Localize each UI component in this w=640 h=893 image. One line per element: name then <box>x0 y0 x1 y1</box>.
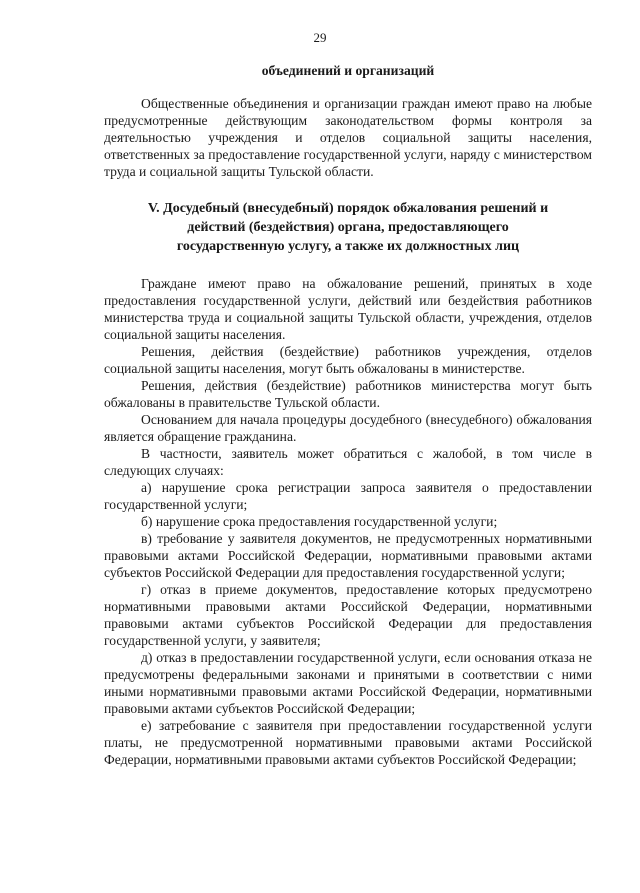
intro-paragraph: Общественные объединения и организации граждан имеют право на любые предусмотренные действующим законодательством формы контроля за деятельностью учреждения и отделов социальной защиты населения, ответственных за предоставление государственной услуги, наряду с министерством труда и социальной защиты Тульской области. <box>104 96 592 179</box>
section-heading <box>104 199 592 256</box>
paragraph-basis: Основанием для начала процедуры досудебного (внесудебного) обжалования является обращение гражданина. <box>104 412 592 444</box>
list-item-d: д) отказ в предоставлении государственной услуги, если основания отказа не предусмотрены федеральными законами и принятыми в соответствии с ними иными нормативными правовыми актами Российской Федерации, нормативными правовыми актами субъектов Российской Федерации; <box>104 650 592 716</box>
list-item-b: б) нарушение срока предоставления государственной услуги; <box>141 514 498 529</box>
page-number: 29 <box>313 30 327 45</box>
paragraph-appeal-ministry: Решения, действия (бездействие) работников учреждения, отделов социальной защиты населения, могут быть обжалованы в министерстве. <box>104 344 592 376</box>
paragraph-right-to-appeal: Граждане имеют право на обжалование решений, принятых в ходе предоставления государственной услуги, действий или бездействия работников министерства труда и социальной защиты Тульской области, учреждения, отделов социальной защиты населения. <box>104 276 592 342</box>
list-item-a: а) нарушение срока регистрации запроса заявителя о предоставлении государственной услуги; <box>104 480 592 512</box>
section-heading-line: действий (бездействия) органа, предоставляющего <box>187 220 509 235</box>
section-heading-line: государственную услугу, а также их должностных лиц <box>176 239 520 254</box>
list-item-g: г) отказ в приеме документов, предоставление которых предусмотрено нормативными правовыми актами Российской Федерации, нормативными правовыми актами субъектов Российской Федерации для предоставления государственной услуги, у заявителя; <box>104 582 592 648</box>
paragraph-appeal-government: Решения, действия (бездействие) работников министерства могут быть обжалованы в правительстве Тульской области. <box>104 378 592 410</box>
continued-heading: объединений и организаций <box>261 63 435 78</box>
section-heading-line: V. Досудебный (внесудебный) порядок обжалования решений и <box>147 201 549 216</box>
page-content <box>104 62 592 768</box>
list-item-e: е) затребование с заявителя при предоставлении государственной услуги платы, не предусмотренной нормативными правовыми актами Российской Федерации, нормативными правовыми актами субъектов Российской Федерации; <box>104 718 592 767</box>
paragraph-cases-intro: В частности, заявитель может обратиться с жалобой, в том числе в следующих случаях: <box>104 446 592 478</box>
list-item-v: в) требование у заявителя документов, не предусмотренных нормативными правовыми актами Российской Федерации, нормативными правовыми актами субъектов Российской Федерации для предоставления государственной услуги; <box>104 531 592 580</box>
